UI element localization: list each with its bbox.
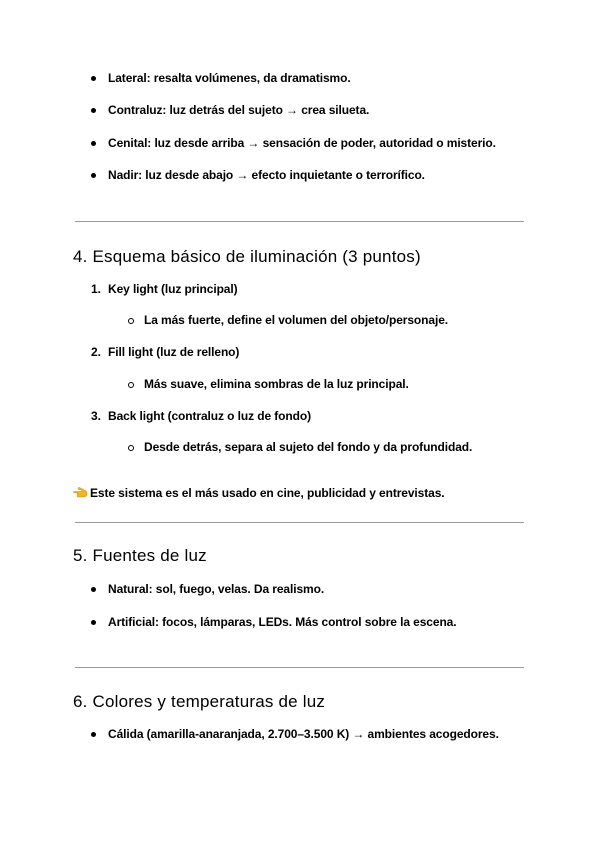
bullet-marker xyxy=(91,173,96,178)
list-item: Key light (luz principal) xyxy=(108,282,238,296)
bullet-marker xyxy=(91,587,96,592)
list-number: 1. xyxy=(91,282,102,296)
list-item: Fill light (luz de relleno) xyxy=(108,345,240,359)
divider xyxy=(75,522,524,523)
sub-list-item: La más fuerte, define el volumen del objeto/personaje. xyxy=(144,313,449,327)
bullet-marker xyxy=(91,108,96,113)
list-item: Cálida (amarilla-anaranjada, 2.700–3.500 K) → ambientes acogedores. xyxy=(108,727,499,741)
list-item: Cenital: luz desde arriba → sensación de poder, autoridad o misterio. xyxy=(108,136,496,150)
pointing-hand-icon xyxy=(73,486,88,500)
bullet-marker xyxy=(91,76,96,81)
sub-list-item: Desde detrás, separa al sujeto del fondo y da profundidad. xyxy=(144,440,473,454)
bullet-marker xyxy=(91,732,96,737)
list-item: Nadir: luz desde abajo → efecto inquietante o terrorífico. xyxy=(108,168,425,182)
list-item: Back light (contraluz o luz de fondo) xyxy=(108,409,311,423)
list-item: Contraluz: luz detrás del sujeto → crea silueta. xyxy=(108,103,370,117)
list-item: Artificial: focos, lámparas, LEDs. Más control sobre la escena. xyxy=(108,615,457,629)
sub-bullet-marker xyxy=(128,318,134,324)
section-5-heading: 5. Fuentes de luz xyxy=(73,546,207,565)
divider xyxy=(75,667,524,668)
bullet-marker xyxy=(91,141,96,146)
list-number: 2. xyxy=(91,345,102,359)
list-item: Lateral: resalta volúmenes, da dramatismo. xyxy=(108,71,351,85)
note-text: Este sistema es el más usado en cine, publicidad y entrevistas. xyxy=(90,486,445,500)
list-item: Natural: sol, fuego, velas. Da realismo. xyxy=(108,582,325,596)
bullet-marker xyxy=(91,620,96,625)
section-4-heading: 4. Esquema básico de iluminación (3 puntos) xyxy=(73,247,421,266)
section-6-heading: 6. Colores y temperaturas de luz xyxy=(73,692,326,711)
sub-list-item: Más suave, elimina sombras de la luz principal. xyxy=(144,377,409,391)
sub-bullet-marker xyxy=(128,445,134,451)
divider xyxy=(75,221,524,222)
sub-bullet-marker xyxy=(128,382,134,388)
list-number: 3. xyxy=(91,409,102,423)
